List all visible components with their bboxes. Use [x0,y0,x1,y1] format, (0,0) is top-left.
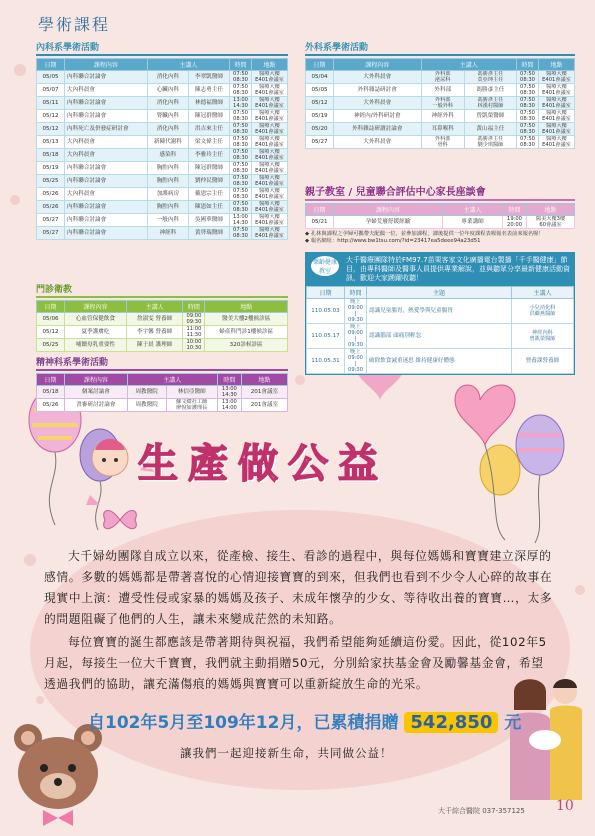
table-cell: 201會議室 [241,386,287,399]
table-cell: 書審研討討論會 [65,399,128,412]
butterfly-illustration [100,505,140,535]
table-cell: 認識腦部 頭痛別輕忽 [367,324,512,349]
table-cell: 消化內科 [147,123,188,136]
table-cell: 醫療大樓 E401會議室 [252,71,288,84]
table-row [37,227,288,240]
table-cell: 10:00 10:30 [183,339,205,352]
table-cell: 孕婦荒廢舒緩經驗 [334,216,443,229]
table-cell: 05/11 [37,97,65,110]
parent-class-note: ◆ 孔林與課程之孕婦可攜帶夫配偶一位，並參加課程，課後提供一位年度課程表喔報名表前來報名喔！ [305,231,544,237]
table-cell: 19:00 20:00 [503,216,527,229]
table-cell: 05/26 [37,188,65,201]
table-row [37,110,288,123]
donation-prefix: 自102年5月至109年12月，已累積捐贈 [88,713,399,733]
table-cell: 05/19 [37,162,65,175]
table-cell: 07:50 08:30 [517,123,539,136]
table-row [307,349,574,374]
table-cell: 05/26 [37,201,65,214]
col-header: 地點 [241,374,287,386]
table-cell: 馮勝彥主任 劉少琪醫師 [464,136,516,149]
table-cell: 醫療大樓 E401會議室 [539,123,575,136]
table-cell: 醫療大樓 E401會議室 [252,175,288,188]
col-header: 地點 [205,301,288,313]
table-row [37,313,288,326]
table-cell: 消化內科 [147,71,188,84]
col-header: 日期 [306,204,334,216]
table-cell: 大內科晨會 [65,84,148,97]
table-cell: 05/18 [37,149,65,162]
col-header: 日期 [37,301,65,313]
table-cell: 黃山福主任 [464,123,516,136]
table-cell: 吳國華醫師 [188,214,229,227]
table-cell: 醫療大樓 E401會議室 [539,71,575,84]
col-header: 地點 [539,59,575,71]
table-cell: 05/20 [306,123,334,136]
col-header: 時間 [503,204,527,216]
table-cell: 認識兒童腸胃，熱愛學與兒童腸胃 [367,299,512,324]
radio-classroom-description: 大千醫療團隊特於FM97.7苗栗客家文化廣播電台製播「千手醫健康」節目，由專科醫師及醫事人員提供專業解說，並與聽眾分享最新健康活動資訊，歡迎大家踴躍收聽！ [346,256,570,282]
table-cell: 醫美大樓2樓候診區 [205,313,288,326]
table-cell: 大內科晨會 [65,188,148,201]
table-row [37,386,288,399]
table-cell: 11:00 11:30 [183,326,205,339]
col-header: 時間 [517,59,539,71]
col-header: 主講人 [126,301,183,313]
table-cell: 大外科晨會 [334,97,422,110]
table-cell: 陳冠群醫師 [188,110,229,123]
col-header: 地點 [527,204,575,216]
internal-medicine-title: 內科系學術活動 [36,40,288,56]
table-cell: 醫療大樓 E401會議室 [539,136,575,149]
table-cell: 晚上 09:00 | 09:30 [345,299,367,324]
table-cell: 05/12 [306,97,334,110]
table-cell: 腎臟內科 [147,110,188,123]
table-cell: 詹淑雯 營養師 [126,313,183,326]
table-cell: 110.05.03 [307,299,345,324]
page-title: 學術課程 [38,15,111,34]
table-row [306,136,575,149]
table-row [307,324,574,349]
footer-hospital: 大千綜合醫院 037-357125 [438,807,525,815]
parent-class-title: 親子教室 / 兒童聯合評估中心家長座談會 [305,183,575,201]
psychiatry-section [36,355,288,412]
col-header: 課程內容 [334,204,443,216]
table-cell: 05/12 [37,326,65,339]
table-row [307,299,574,324]
table-cell: 大內科晨會 [65,149,148,162]
donation-suffix: 元 [504,713,522,733]
table-cell: 新陳代謝科 [147,136,188,149]
table-row [37,326,288,339]
radio-classroom-header [306,253,574,286]
table-cell: 小兒消化科 洪繼燕醫師 [512,299,574,324]
outpatient-section [36,282,288,352]
psychiatry-title: 精神科系學術活動 [36,355,288,371]
table-cell: 感染科 [147,149,188,162]
table-cell: 破除飲食減重迷思 維持健康好體態 [367,349,512,374]
table-cell: 外科部 泌尿科 [421,71,464,84]
table-cell: 神經內科 曾凱榮醫師 [512,324,574,349]
col-header: 主講人 [512,287,574,299]
col-header: 主題 [367,287,512,299]
table-cell: 李翠凱醫師 [188,71,229,84]
table-cell: 醫療大樓 E401會議室 [539,84,575,97]
table-cell: 07:50 08:30 [517,110,539,123]
table-row [306,123,575,136]
table-cell: 內科聯合討論會 [65,71,148,84]
table-cell: 07:50 08:30 [230,84,252,97]
table-cell: 05/13 [37,136,65,149]
col-header: 主講人 [421,59,516,71]
table-row [306,84,575,97]
table-cell: 07:50 08:30 [517,84,539,97]
table-cell: 大內科晨會 [65,136,148,149]
table-row [37,201,288,214]
table-cell: 陳于晨 護理師 [126,339,183,352]
table-cell: 05/27 [37,214,65,227]
table-cell: 林信亞醫師 [166,386,217,399]
table-cell: 07:50 08:30 [517,97,539,110]
table-cell: 營養課營養師 [512,349,574,374]
table-row [37,71,288,84]
col-header: 日期 [307,287,345,299]
table-cell: 05/05 [306,84,334,97]
table-cell: 07:50 08:30 [230,227,252,240]
parent-class-signup-link[interactable]: ◆ 報名網址：http://www.bw1tsu.com/?id=23417ea5deee94a23d51 [305,238,481,244]
table-cell: 加護病房 [147,188,188,201]
table-cell: 醫療大樓 E401會議室 [252,136,288,149]
table-cell: 05/21 [306,216,334,229]
col-header: 課程內容 [65,59,148,71]
balloons-right-illustration [440,375,590,545]
table-cell: 馮勝彥主任 [464,84,516,97]
table-cell: 05/27 [306,136,334,149]
table-cell: 201會議室 [241,399,287,412]
table-row [306,97,575,110]
table-cell: 110.05.31 [307,349,345,374]
table-cell: 蘇文縉社工師 廖悅如護理長 [166,399,217,412]
internal-medicine-section [36,40,288,240]
table-cell: 大外科晨會 [334,71,422,84]
page-number: 10 [556,798,574,814]
table-cell: 13:00 14:00 [217,399,241,412]
table-cell: 13:00 14:30 [217,386,241,399]
donation-highlight [88,708,521,733]
table-cell: 外科雜誌研讀討論會 [334,123,422,136]
col-header: 主講人 [443,204,503,216]
table-row [37,175,288,188]
table-cell: 心血管保健飲食 [65,313,127,326]
table-cell: 05/19 [306,110,334,123]
col-header: 時間 [217,374,241,386]
table-cell: 07:50 08:30 [230,201,252,214]
table-cell: 醫療大樓 E401會議室 [539,97,575,110]
table-cell: 內科聯合討論會 [65,214,148,227]
table-cell: 110.05.17 [307,324,345,349]
table-cell: 曾凱榮醫師 [464,110,516,123]
table-cell: 05/27 [37,227,65,240]
table-cell: 胸腔內科 [147,162,188,175]
table-cell: 李雅玲主任 [188,149,229,162]
col-header: 時間 [345,287,367,299]
table-row [37,162,288,175]
table-cell: 林德福醫師 [188,97,229,110]
closing-line: 讓我們一起迎接新生命，共同做公益！ [180,746,393,760]
table-cell: 07:50 08:30 [230,175,252,188]
table-cell: 09:00 09:30 [183,313,205,326]
table-cell: 醫療大樓 E401會議室 [252,110,288,123]
table-cell: 05/18 [37,386,65,399]
surgery-section [305,40,575,149]
table-row [37,84,288,97]
table-cell: 13:00 14:30 [230,214,252,227]
table-cell: 醫療大樓 E401會議室 [252,84,288,97]
table-cell: 07:50 08:30 [230,110,252,123]
table-cell: 劉仲民醫師 [188,175,229,188]
table-cell: 內科聯合討論會 [65,110,148,123]
radio-classroom-badge: 樂齡健康教室 [310,255,340,277]
table-cell: 醫療大樓 E401會議室 [252,162,288,175]
table-cell: 神經內/外科研討會 [334,110,422,123]
outpatient-title: 門診衛教 [36,282,288,298]
table-cell: 07:50 08:30 [517,71,539,84]
table-cell: 大外科晨會 [334,136,422,149]
feature-paragraph-1: 大千婦幼團隊自成立以來，從產檢、接生、看診的過程中，與每位媽媽和寶寶建立深厚的感情。多數的媽媽都是帶著喜悅的心情迎接寶寶的到來，但我們也看到不少令人心碎的故事在現實中上演：遭受性侵或家暴的媽媽及孩子、未成年懷孕的少女、等待收出養的寶寶…，太多的問題阻礙了他們的人生，讓未來變成茫然的未知路。 [44,549,553,626]
table-cell: 外科部 [421,84,464,97]
table-cell: 05/05 [37,71,65,84]
table-row [37,214,288,227]
table-cell: 醫美大樓3樓 60會議室 [527,216,575,229]
table-cell: 晚上 09:00 | 09:30 [345,349,367,374]
table-cell: 周教醫院 [127,386,166,399]
table-cell: 神經外科 [421,110,464,123]
table-row [37,97,288,110]
table-row [306,216,575,229]
table-cell: 消化內科 [147,97,188,110]
table-cell: 醫療大樓 E401會議室 [252,97,288,110]
outpatient-table [36,300,288,352]
table-cell: 心臟內科 [147,84,188,97]
table-row [37,399,288,412]
table-cell: 戴恩宗主任 [188,188,229,201]
table-cell: 13:00 14:30 [230,97,252,110]
col-header: 日期 [37,374,65,386]
table-cell: 外科雜誌研討會 [334,84,422,97]
col-header: 時間 [230,59,252,71]
col-header: 主講人 [147,59,229,71]
table-cell: 05/12 [37,110,65,123]
table-row [37,149,288,162]
table-cell: 07:50 08:30 [230,136,252,149]
table-cell: 05/26 [37,399,65,412]
table-cell: 醫療大樓 E401會議室 [252,188,288,201]
table-cell: 內科聯合討論會 [65,227,148,240]
table-row [37,188,288,201]
table-row [37,136,288,149]
donation-amount: 542,850 [404,712,498,733]
table-cell: 陳冠群醫師 [188,162,229,175]
table-cell: 醫療大樓 E401會議室 [252,123,288,136]
table-row [37,339,288,352]
table-cell: 陳恩如主任 [188,201,229,214]
table-cell: 梁文偉主任 [188,136,229,149]
table-cell: 05/07 [37,84,65,97]
table-cell: 馮勝彥主任 莫亞坤主任 [464,71,516,84]
table-cell: 內科死亡及併發症研討會 [65,123,148,136]
table-cell: 婦產科門診1樓候診區 [205,326,288,339]
table-cell: 外科部 骨科 [421,136,464,149]
table-cell: 07:50 08:30 [230,162,252,175]
surgery-title: 外科系學術活動 [305,40,575,56]
table-cell: 醫療大樓 E401會議室 [252,214,288,227]
table-cell: 05/06 [37,313,65,326]
feature-title: 生產做公益 [138,441,388,487]
col-header: 主講人 [127,374,217,386]
table-cell: 07:50 08:30 [230,71,252,84]
col-header: 時間 [183,301,205,313]
table-cell: 馮勝彥主任 林漢村醫師 [464,97,516,110]
internal-medicine-table [36,58,288,240]
table-cell: 李宇馨 營養師 [126,326,183,339]
col-header: 課程內容 [65,301,127,313]
table-cell: 神經科 [147,227,188,240]
table-cell: 320診候診區 [205,339,288,352]
radio-classroom-box [305,252,575,375]
radio-classroom-table [306,286,574,374]
table-cell: 05/25 [37,175,65,188]
table-cell: 黃啓瑞醫師 [188,227,229,240]
table-cell: 07:50 08:30 [230,188,252,201]
col-header: 課程內容 [334,59,422,71]
table-cell: 胸腔內科 [147,175,188,188]
feature-paragraph-2: 每位寶寶的誕生都應該是帶著期待與祝福，我們希望能夠延續這份愛。因此，從102年5月起，每接生一位大千寶寶，我們就主動捐贈50元，分別給家扶基金會及勵馨基金會，希望透過我們的協助，讓充滿傷痕的媽媽與寶寶可以重新綻放生命的光采。 [44,635,547,691]
table-cell: 一般內科 [147,214,188,227]
table-cell: 晚上 09:00 | 09:30 [345,324,367,349]
table-row [306,110,575,123]
teddy-bear-illustration [8,718,108,836]
table-cell: 05/25 [37,339,65,352]
table-cell: 耳鼻喉科 [421,123,464,136]
table-cell: 醫療大樓 E401會議室 [539,110,575,123]
table-cell: 夏季護膚吃 [65,326,127,339]
table-cell: 07:50 08:30 [230,123,252,136]
table-cell: 個案討論會 [65,386,128,399]
table-cell: 胸腔內科 [147,201,188,214]
col-header: 地點 [252,59,288,71]
parent-class-table [305,203,575,229]
table-cell: 外科部 一般外科 [421,97,464,110]
table-cell: 07:50 08:30 [230,149,252,162]
table-cell: 內科聯合討論會 [65,162,148,175]
table-cell: 05/04 [306,71,334,84]
table-cell: 內科聯合討論會 [65,201,148,214]
surgery-table [305,58,575,149]
table-cell: 內科聯合討論會 [65,97,148,110]
table-cell: 專業講師 [443,216,503,229]
col-header: 日期 [306,59,334,71]
col-header: 課程內容 [65,374,128,386]
table-cell: 內科聯合討論會 [65,175,148,188]
table-cell: 05/12 [37,123,65,136]
psychiatry-table [36,373,288,412]
table-cell: 哺餵母乳重要性 [65,339,127,352]
table-cell: 洪吉來主任 [188,123,229,136]
table-cell: 周教醫院 [127,399,166,412]
table-row [306,71,575,84]
table-cell: 陳志勇主任 [188,84,229,97]
table-cell: 醫療大樓 E401會議室 [252,227,288,240]
table-cell: 07:50 08:30 [517,136,539,149]
col-header: 日期 [37,59,65,71]
parent-class-section [305,183,575,245]
table-cell: 醫療大樓 E401會議室 [252,149,288,162]
table-cell: 醫療大樓 E401會議室 [252,201,288,214]
table-row [37,123,288,136]
